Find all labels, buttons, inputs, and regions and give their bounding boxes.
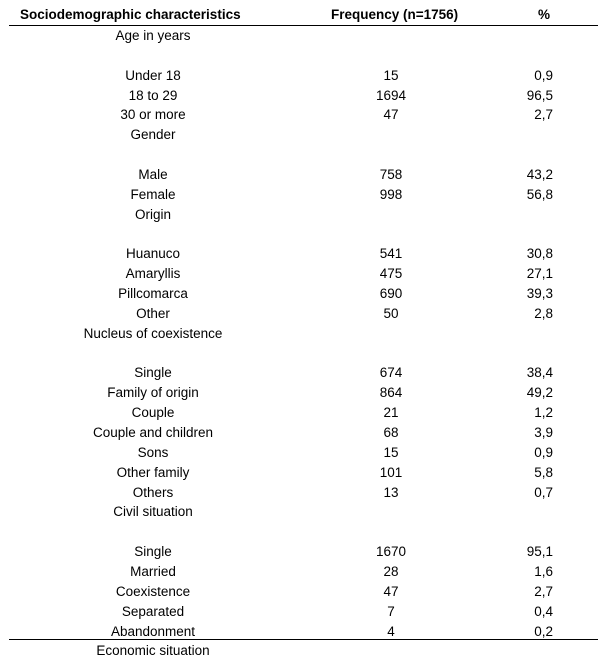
row-frequency: 68 — [383, 425, 399, 440]
row-percent: 30,8 — [526, 246, 553, 261]
row-label: Sons — [137, 445, 169, 460]
row-frequency: 13 — [383, 485, 399, 500]
row-label: Others — [132, 485, 174, 500]
bottom-rule — [9, 639, 598, 640]
header-percent: % — [538, 7, 551, 22]
row-frequency: 475 — [379, 266, 403, 281]
row-percent: 49,2 — [526, 385, 553, 400]
row-label: Male — [138, 167, 168, 182]
row-label: Coexistence — [115, 584, 191, 599]
row-frequency: 7 — [387, 604, 395, 619]
row-percent: 2,7 — [534, 107, 553, 122]
row-frequency: 998 — [379, 187, 403, 202]
row-frequency: 50 — [383, 306, 399, 321]
row-label: Other — [136, 306, 170, 321]
row-percent: 0,7 — [534, 485, 553, 500]
row-percent: 5,8 — [534, 465, 553, 480]
row-label: 30 or more — [120, 107, 186, 122]
row-frequency: 864 — [379, 385, 403, 400]
row-label: Huanuco — [125, 246, 181, 261]
row-frequency: 28 — [383, 564, 399, 579]
row-percent: 3,9 — [534, 425, 553, 440]
header-frequency: Frequency (n=1756) — [331, 7, 459, 22]
row-label: Couple — [131, 405, 175, 420]
row-label: 18 to 29 — [128, 88, 178, 103]
row-percent: 38,4 — [526, 365, 553, 380]
row-label: Female — [130, 187, 176, 202]
row-label: Nucleus of coexistence — [83, 326, 223, 341]
row-label: Abandonment — [110, 624, 196, 639]
row-frequency: 690 — [379, 286, 403, 301]
row-label: Other family — [116, 465, 190, 480]
row-percent: 96,5 — [526, 88, 553, 103]
row-percent: 1,6 — [534, 564, 553, 579]
row-label: Married — [130, 564, 176, 579]
row-percent: 1,2 — [534, 405, 553, 420]
row-percent: 95,1 — [526, 544, 553, 559]
row-percent: 56,8 — [526, 187, 553, 202]
row-percent: 0,9 — [534, 445, 553, 460]
row-frequency: 758 — [379, 167, 403, 182]
row-label: Separated — [121, 604, 185, 619]
header-rule — [9, 25, 598, 26]
row-frequency: 674 — [379, 365, 403, 380]
row-percent: 2,7 — [534, 584, 553, 599]
row-frequency: 15 — [383, 68, 399, 83]
row-label: Origin — [134, 207, 172, 222]
row-percent: 27,1 — [526, 266, 553, 281]
row-percent: 0,2 — [534, 624, 553, 639]
row-label: Civil situation — [113, 504, 193, 519]
row-label: Economic situation — [96, 643, 210, 658]
row-frequency: 541 — [379, 246, 403, 261]
row-percent: 39,3 — [526, 286, 553, 301]
row-frequency: 1694 — [375, 88, 407, 103]
row-label: Under 18 — [125, 68, 181, 83]
row-label: Amaryllis — [125, 266, 181, 281]
row-frequency: 101 — [379, 465, 403, 480]
row-percent: 0,9 — [534, 68, 553, 83]
row-percent: 43,2 — [526, 167, 553, 182]
row-label: Age in years — [115, 28, 191, 43]
row-label: Pillcomarca — [118, 286, 188, 301]
row-label: Single — [134, 365, 172, 380]
row-frequency: 15 — [383, 445, 399, 460]
row-percent: 0,4 — [534, 604, 553, 619]
header-characteristics: Sociodemographic characteristics — [20, 7, 241, 22]
row-frequency: 1670 — [375, 544, 407, 559]
row-frequency: 47 — [383, 107, 399, 122]
row-frequency: 47 — [383, 584, 399, 599]
row-label: Couple and children — [92, 425, 214, 440]
row-label: Family of origin — [107, 385, 199, 400]
row-percent: 2,8 — [534, 306, 553, 321]
row-label: Gender — [130, 127, 176, 142]
row-frequency: 21 — [383, 405, 399, 420]
row-frequency: 4 — [387, 624, 395, 639]
row-label: Single — [134, 544, 172, 559]
